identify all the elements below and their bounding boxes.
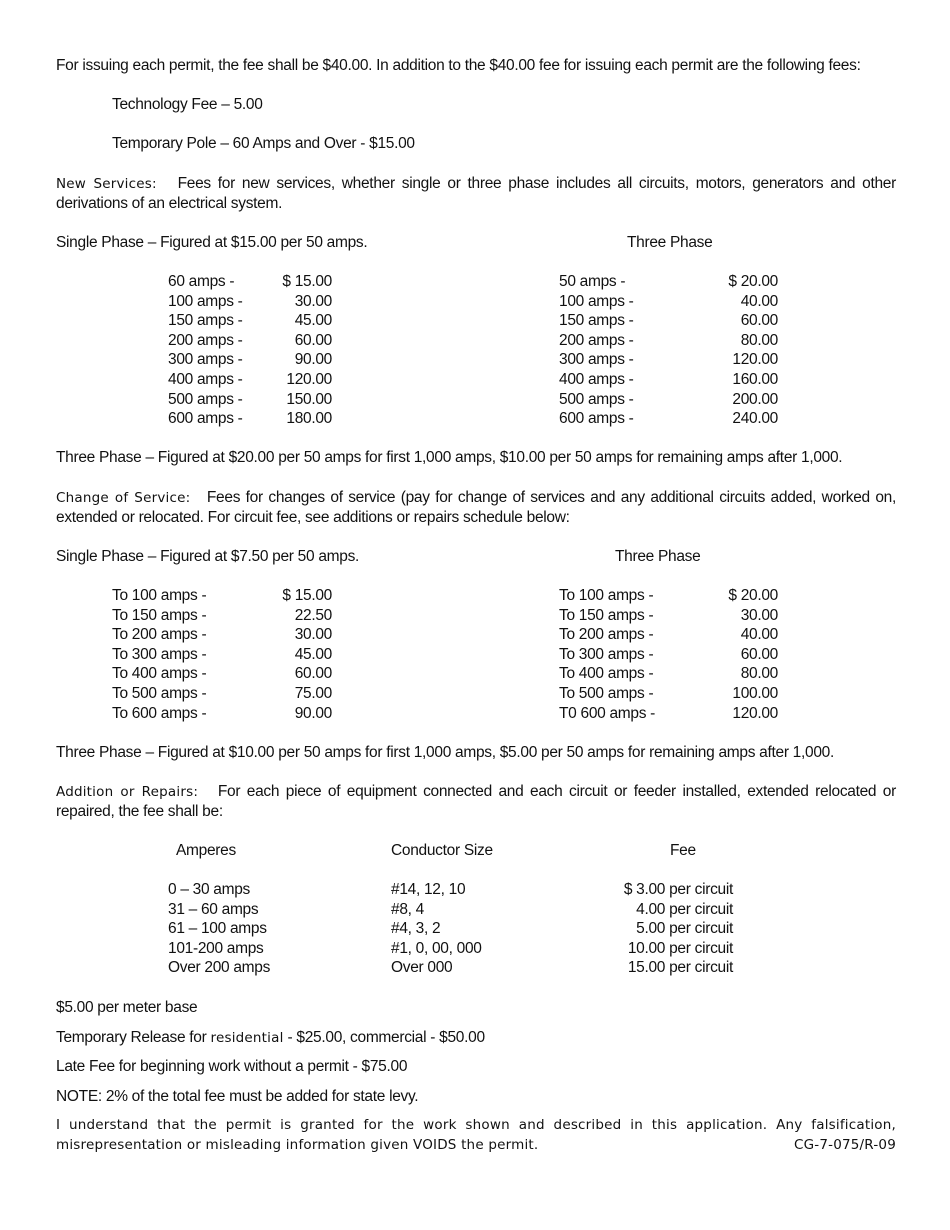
new-three-fee: 40.00 <box>740 292 778 310</box>
change-single-amps: To 400 amps - <box>112 665 207 683</box>
additions-row <box>168 919 733 939</box>
new-three-fee: 120.00 <box>732 351 778 369</box>
new-single-row <box>168 311 332 331</box>
new-single-row <box>168 272 332 292</box>
change-three-fee: 80.00 <box>740 665 778 683</box>
change-single-fee: 75.00 <box>294 684 332 702</box>
change-three-fee: 40.00 <box>740 626 778 644</box>
change-single-amps: To 100 amps - <box>112 587 207 604</box>
change-single-row <box>112 645 332 665</box>
change-three-fee: 60.00 <box>740 645 778 663</box>
new-three-phase-note: Three Phase – Figured at $20.00 per 50 amps for first 1,000 amps, $10.00 per 50 amps for remaining amps after 1,000. <box>56 449 843 466</box>
additions-label: Addition or Repairs: <box>56 784 199 800</box>
new-services-label: New Services: <box>56 176 157 192</box>
new-single-fee: 90.00 <box>294 351 332 369</box>
change-three-fee: 100.00 <box>732 684 778 702</box>
new-single-amps: 400 amps - <box>168 370 243 388</box>
new-single-amps: 150 amps - <box>168 312 243 330</box>
additions-conductor: #8, 4 <box>391 900 424 918</box>
change-single-fee: 90.00 <box>294 704 332 722</box>
additions-paragraph <box>56 782 896 821</box>
additions-fee: 5.00 per circuit <box>636 920 733 938</box>
new-three-fee: 60.00 <box>740 312 778 330</box>
change-three-phase-table <box>559 586 778 723</box>
temporary-release-fee <box>56 1028 485 1048</box>
new-single-amps: 100 amps - <box>168 292 243 310</box>
change-three-amps: To 500 amps - <box>559 684 654 702</box>
new-single-row <box>168 350 332 370</box>
additions-text: For each piece of equipment connected and each circuit or feeder installed, extended relocated or repaired, the fee shall be: <box>56 783 896 820</box>
additions-row <box>168 958 733 978</box>
new-single-fee: 180.00 <box>286 410 332 428</box>
additions-row <box>168 880 733 900</box>
fee-header: Fee <box>670 842 696 859</box>
change-three-row <box>559 684 778 704</box>
certification-line-1: I understand that the permit is granted for the work shown and described in this application. Any falsification, <box>56 1117 896 1133</box>
change-single-amps: To 200 amps - <box>112 626 207 644</box>
change-three-fee: $ 20.00 <box>728 587 778 604</box>
additions-row <box>168 939 733 959</box>
change-three-amps: To 150 amps - <box>559 606 654 624</box>
change-three-phase-heading: Three Phase <box>615 548 701 565</box>
change-single-row <box>112 625 332 645</box>
new-three-fee: 200.00 <box>732 390 778 408</box>
new-three-row <box>559 390 778 410</box>
change-single-row <box>112 664 332 684</box>
additions-amperes: 101-200 amps <box>168 939 264 957</box>
late-fee: Late Fee for beginning work without a permit - $75.00 <box>56 1058 408 1075</box>
change-three-amps: To 200 amps - <box>559 626 654 644</box>
change-single-row <box>112 684 332 704</box>
new-three-phase-heading: Three Phase <box>627 234 713 251</box>
new-single-fee: $ 15.00 <box>282 273 332 290</box>
additions-fee: $ 3.00 per circuit <box>623 881 733 898</box>
new-single-fee: 150.00 <box>286 390 332 408</box>
new-three-amps: 500 amps - <box>559 390 634 408</box>
certification-line-2: misrepresentation or misleading information given VOIDS the permit. <box>56 1137 539 1153</box>
new-three-row <box>559 272 778 292</box>
additions-fee: 4.00 per circuit <box>636 900 733 918</box>
change-single-fee: 30.00 <box>294 626 332 644</box>
new-services-text: Fees for new services, whether single or three phase includes all circuits, motors, generators and other derivations of an electrical system. <box>56 175 896 212</box>
additions-amperes: 0 – 30 amps <box>168 881 251 898</box>
additions-row <box>168 900 733 920</box>
change-single-row <box>112 586 332 606</box>
new-three-amps: 100 amps - <box>559 292 634 310</box>
additions-fee: 15.00 per circuit <box>627 959 733 977</box>
new-single-phase-heading: Single Phase – Figured at $15.00 per 50 amps. <box>56 234 368 251</box>
new-three-amps: 300 amps - <box>559 351 634 369</box>
new-single-row <box>168 331 332 351</box>
new-three-row <box>559 331 778 351</box>
new-three-amps: 150 amps - <box>559 312 634 330</box>
change-three-row <box>559 625 778 645</box>
additions-fee: 10.00 per circuit <box>627 939 733 957</box>
additions-amperes: Over 200 amps <box>168 959 271 977</box>
meter-base-fee: $5.00 per meter base <box>56 999 198 1016</box>
change-three-row <box>559 645 778 665</box>
change-three-amps: T0 600 amps - <box>559 704 656 722</box>
new-three-fee: 160.00 <box>732 370 778 388</box>
temporary-pole-fee: Temporary Pole – 60 Amps and Over - $15.00 <box>112 135 415 152</box>
temporary-release-prefix: Temporary Release for <box>56 1029 211 1046</box>
change-single-phase-heading: Single Phase – Figured at $7.50 per 50 amps. <box>56 548 360 565</box>
new-single-fee: 60.00 <box>294 331 332 349</box>
additions-table <box>168 880 733 978</box>
change-single-fee: 60.00 <box>294 665 332 683</box>
new-single-amps: 60 amps - <box>168 273 235 290</box>
change-of-service-paragraph <box>56 488 896 527</box>
new-three-amps: 50 amps - <box>559 273 626 290</box>
change-three-row <box>559 586 778 606</box>
new-single-amps: 300 amps - <box>168 351 243 369</box>
new-three-row <box>559 311 778 331</box>
change-three-fee: 30.00 <box>740 606 778 624</box>
additions-conductor: #14, 12, 10 <box>391 881 466 898</box>
change-three-phase-note: Three Phase – Figured at $10.00 per 50 amps for first 1,000 amps, $5.00 per 50 amps for remaining amps after 1,000. <box>56 744 834 761</box>
change-single-amps: To 500 amps - <box>112 684 207 702</box>
change-single-amps: To 600 amps - <box>112 704 207 722</box>
temporary-release-residential: residential <box>210 1030 284 1046</box>
new-single-row <box>168 409 332 429</box>
new-three-row <box>559 292 778 312</box>
temporary-release-suffix: - $25.00, commercial - $50.00 <box>283 1029 485 1046</box>
state-levy-note: NOTE: 2% of the total fee must be added for state levy. <box>56 1088 419 1105</box>
new-three-row <box>559 350 778 370</box>
new-three-phase-table <box>559 272 778 429</box>
change-single-row <box>112 606 332 626</box>
amperes-header: Amperes <box>176 842 236 859</box>
change-three-fee: 120.00 <box>732 704 778 722</box>
new-single-amps: 200 amps - <box>168 331 243 349</box>
new-three-amps: 600 amps - <box>559 410 634 428</box>
change-three-row <box>559 704 778 724</box>
change-three-row <box>559 606 778 626</box>
change-single-amps: To 150 amps - <box>112 606 207 624</box>
change-single-fee: 45.00 <box>294 645 332 663</box>
change-three-amps: To 400 amps - <box>559 665 654 683</box>
new-single-row <box>168 370 332 390</box>
change-of-service-label: Change of Service: <box>56 490 191 506</box>
new-three-row <box>559 409 778 429</box>
new-single-amps: 600 amps - <box>168 410 243 428</box>
new-single-fee: 120.00 <box>286 370 332 388</box>
new-single-fee: 45.00 <box>294 312 332 330</box>
intro-paragraph: For issuing each permit, the fee shall be $40.00. In addition to the $40.00 fee for issuing each permit are the following fees: <box>56 57 861 74</box>
new-three-row <box>559 370 778 390</box>
change-three-amps: To 300 amps - <box>559 645 654 663</box>
new-three-fee: $ 20.00 <box>728 273 778 290</box>
new-single-row <box>168 292 332 312</box>
new-single-amps: 500 amps - <box>168 390 243 408</box>
change-single-fee: $ 15.00 <box>282 587 332 604</box>
form-code: CG-7-075/R-09 <box>793 1137 896 1153</box>
change-three-amps: To 100 amps - <box>559 587 654 604</box>
change-single-fee: 22.50 <box>294 606 332 624</box>
additions-conductor: Over 000 <box>391 959 453 977</box>
change-single-amps: To 300 amps - <box>112 645 207 663</box>
new-three-amps: 400 amps - <box>559 370 634 388</box>
additions-conductor: #1, 0, 00, 000 <box>391 939 482 957</box>
change-of-service-text: Fees for changes of service (pay for change of services and any additional circuits added, worked on, extended or relocated. For circuit fee, see additions or repairs schedule below: <box>56 489 896 526</box>
new-three-fee: 240.00 <box>732 410 778 428</box>
new-single-phase-table <box>168 272 332 429</box>
new-three-fee: 80.00 <box>740 331 778 349</box>
additions-conductor: #4, 3, 2 <box>391 920 441 938</box>
change-single-phase-table <box>112 586 332 723</box>
conductor-size-header: Conductor Size <box>391 842 493 859</box>
change-single-row <box>112 704 332 724</box>
additions-amperes: 61 – 100 amps <box>168 920 267 938</box>
change-three-row <box>559 664 778 684</box>
technology-fee: Technology Fee – 5.00 <box>112 96 263 113</box>
additions-amperes: 31 – 60 amps <box>168 900 259 918</box>
new-single-row <box>168 390 332 410</box>
new-three-amps: 200 amps - <box>559 331 634 349</box>
new-services-paragraph <box>56 174 896 213</box>
new-single-fee: 30.00 <box>294 292 332 310</box>
